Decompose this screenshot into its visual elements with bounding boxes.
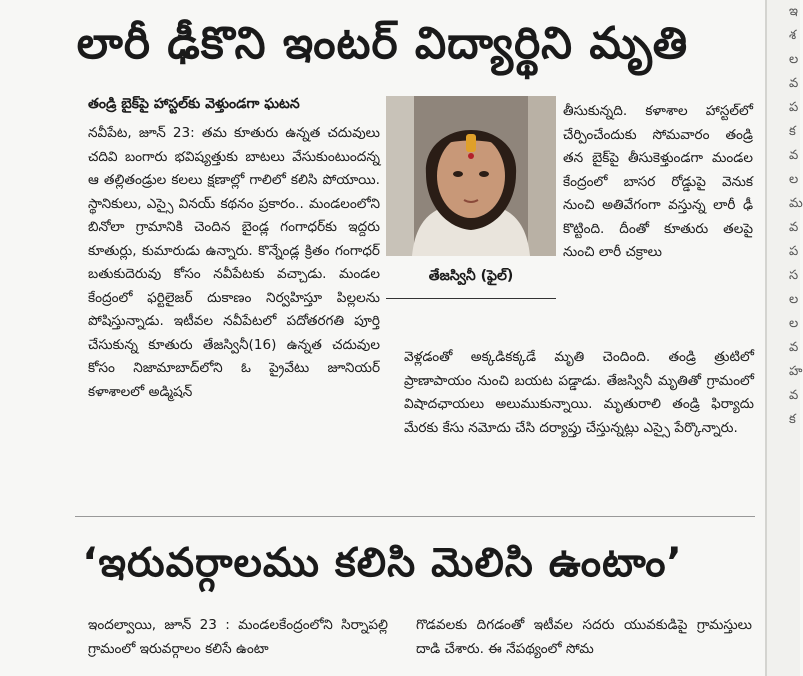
fragment: క: [789, 124, 796, 139]
student-photo: [386, 96, 556, 256]
fragment: క: [789, 412, 796, 427]
story1-body-left: [88, 122, 380, 404]
fragment: వ: [789, 76, 799, 91]
story1-body-bottom: [404, 346, 754, 440]
fragment: ల: [789, 52, 799, 67]
fragment: శ: [789, 28, 797, 43]
fragment: ల: [789, 316, 799, 331]
fragment: వ: [789, 148, 799, 163]
fragment: ల: [789, 172, 799, 187]
story2-body-right-text: గొడవలకు దిగడంతో ఇటీవల సదరు యువకుడిపై గ్రామస్తులు దాడి చేశారు. ఈ నేపథ్యంలో సోమ: [416, 617, 752, 657]
story1-subheadline: తండ్రి బైక్‌పై హాస్టల్‌కు వెళ్తుండగా ఘటన: [88, 96, 300, 112]
story-divider: [75, 516, 755, 517]
story1-headline: లారీ ఢీకొని ఇంటర్ విద్యార్థిని మృతి: [76, 18, 689, 69]
story2-body-left-text: ఇందల్వాయి, జూన్ 23 : మండలకేంద్రంలోని సిర్నాపల్లి గ్రామంలో ఇరువర్గాలం కలిసే ఉంటా: [88, 617, 388, 657]
fragment: ల: [789, 292, 799, 307]
portrait-image: [386, 96, 556, 256]
story1-body-right-text: తీసుకున్నది. కళాశాల హాస్టల్‌లో చేర్పించేందుకు సోమవారం తండ్రి తన బైక్‌పై తీసుకెళ్తుండగా మండల కేంద్రంలో బాసర రోడ్డుపై వెనుక నుంచి అతివేగంగా వస్తున్న లారీ ఢీ కొట్టింది. దీంతో కూతురు తలపై నుంచి లారీ చక్రాలు: [563, 103, 753, 260]
story1-body-bottom-text: వెళ్లడంతో అక్కడికక్కడే మృతి చెందింది. తండ్రి త్రుటిలో ప్రాణాపాయం నుంచి బయట పడ్డాడు. తేజస్వినీ మృతితో గ్రామంలో విషాదఛాయలు అలుముకున్నాయి. మృతురాలి తండ్రి ఫిర్యాదు మేరకు కేసు నమోదు చేసి దర్యాప్తు చేస్తున్నట్లు ఎస్సై పేర్కొన్నారు.: [404, 349, 754, 436]
fragment: ఇ: [789, 4, 798, 19]
photo-caption: తేజస్వినీ (ఫైల్): [386, 258, 556, 299]
story2-body-right: [416, 614, 752, 661]
story2-body-left: [88, 614, 388, 661]
story2-headline: ‘ఇరువర్గాలము కలిసి మెలిసి ఉంటాం’: [82, 540, 683, 586]
fragment: వ: [789, 388, 799, 403]
fragment: మ: [789, 196, 803, 211]
story1-body-left-text: నవీపేట, జూన్ 23: తమ కూతురు ఉన్నత చదువులు చదివి బంగారు భవిష్యత్తుకు బాటలు వేసుకుంటుందన్న ఆ తల్లితండ్రుల కలలు క్షణాల్లో గాలిలో కలిసి పోయాయి. స్థానికులు, ఎస్సై వినయ్ కథనం ప్రకారం.. మండలంలోని బినోలా గ్రామానికి చెందిన బైండ్ల గంగాధర్‌కు ఇద్దరు కూతుర్లు, కుమారుడు ఉన్నారు. కొన్నేండ్ల క్రితం గంగాధర్ బతుకుదెరువు కోసం నవీపేటకు వచ్చాడు. మండల కేంద్రంలో ఫర్టిలైజర్ దుకాణం నిర్వహిస్తూ పిల్లలను పోషిస్తున్నాడు. ఇటీవల నవీపేటలో పదోతరగతి పూర్తి చేసుకున్న కూతురు తేజస్వినీ(16) ఉన్నత చదువుల కోసం నిజామాబాద్‌లోని ఓ ప్రైవేటు జూనియర్ కళాశాలలో అడ్మిషన్: [88, 125, 380, 400]
fragment: స: [789, 268, 799, 283]
fragment: ప: [789, 100, 799, 115]
fragment: వ: [789, 340, 799, 355]
fragment: ప: [789, 244, 799, 259]
story1-body-right: [563, 100, 753, 265]
fragment: వ: [789, 220, 799, 235]
adjacent-column: [767, 0, 803, 676]
fragment: హ: [789, 364, 803, 379]
